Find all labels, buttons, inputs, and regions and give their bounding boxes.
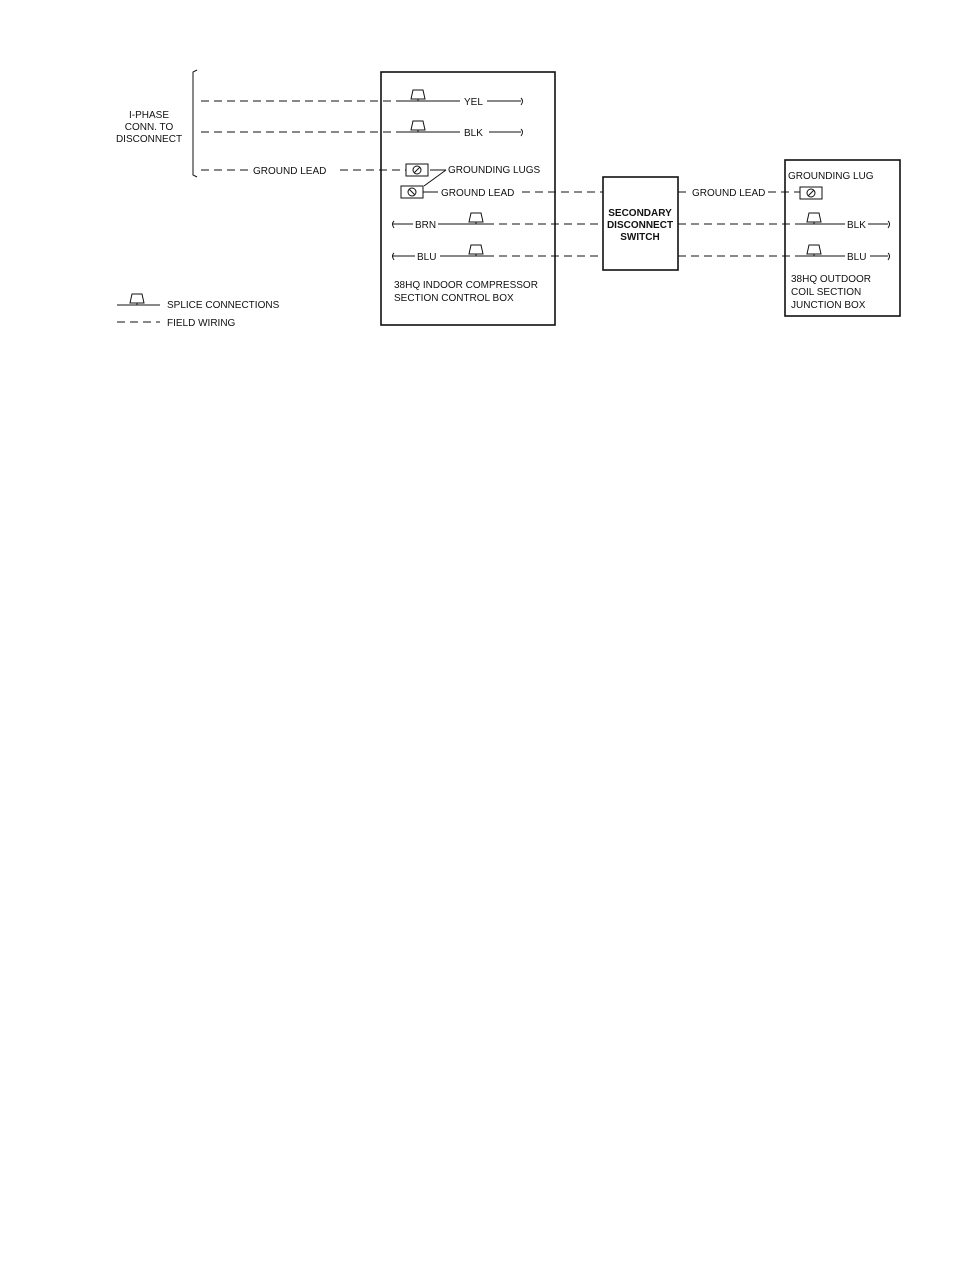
grounding-lug-icon: [401, 186, 423, 198]
switch-label-line1: SECONDARY: [608, 208, 672, 219]
ground-lead-label-indoor: GROUND LEAD: [441, 188, 515, 199]
wire-end-blk: [521, 129, 523, 136]
switch-label-line3: SWITCH: [620, 232, 660, 243]
splice-connector-icon: [807, 213, 821, 224]
outdoor-wire-end-blu: [888, 253, 890, 260]
splice-connector-icon: [411, 121, 425, 132]
indoor-box-title-line1: 38HQ INDOOR COMPRESSOR: [394, 280, 538, 291]
splice-connector-icon: [807, 245, 821, 256]
wire-label-blk: BLK: [464, 128, 483, 139]
ground-lead-label-switch: GROUND LEAD: [692, 188, 766, 199]
outdoor-wire-end-blk: [888, 221, 890, 228]
grounding-lug-icon: [800, 187, 822, 199]
phase-label-line2: CONN. TO: [124, 122, 174, 133]
outdoor-wire-label-blk: BLK: [847, 220, 866, 231]
outdoor-box-title-line3: JUNCTION BOX: [791, 300, 866, 311]
phase-brace: [193, 70, 197, 177]
phase-label-line3: DISCONNECT: [115, 134, 183, 145]
outdoor-wire-label-blu: BLU: [847, 252, 867, 263]
outdoor-box-title-line2: COIL SECTION: [791, 287, 862, 298]
grounding-lugs-label: GROUNDING LUGS: [448, 165, 541, 176]
wire-end-yel: [521, 98, 523, 105]
legend-splice-label: SPLICE CONNECTIONS: [167, 300, 280, 311]
legend: [117, 294, 280, 329]
grounding-lug-icon: [406, 164, 428, 176]
splice-connector-icon: [130, 294, 144, 305]
splice-connector-icon: [469, 245, 483, 256]
splice-connector-icon: [469, 213, 483, 224]
phase-label-line1: I-PHASE: [128, 110, 170, 121]
grounding-lug-label: GROUNDING LUG: [788, 171, 874, 182]
legend-field-wiring-label: FIELD WIRING: [167, 318, 236, 329]
splice-connector-icon: [411, 90, 425, 101]
ground-lead-label-left: GROUND LEAD: [253, 166, 327, 177]
wire-label-yel: YEL: [464, 97, 483, 108]
outdoor-box-title-line1: 38HQ OUTDOOR: [791, 274, 872, 285]
wire-label-brn: BRN: [415, 220, 437, 231]
wire-label-blu: BLU: [417, 252, 437, 263]
switch-label-line2: DISCONNECT: [606, 220, 674, 231]
indoor-box-title-line2: SECTION CONTROL BOX: [394, 293, 514, 304]
